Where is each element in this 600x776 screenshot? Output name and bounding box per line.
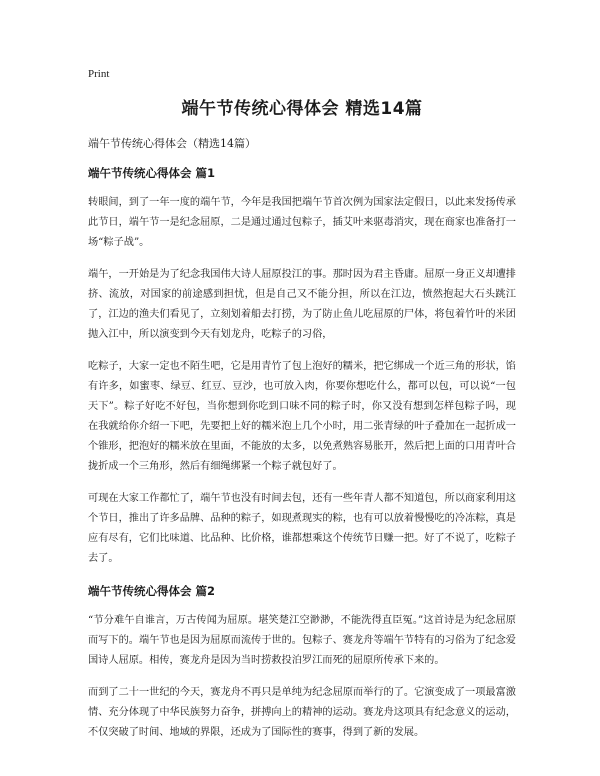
section-heading: 端午节传统心得体会 篇1 [88,166,216,180]
document-title: 端午节传统心得体会 精选14篇 [181,99,423,119]
paragraph: “节分难午自谁言，万古传闻为屈原。堪笑楚江空渺渺，不能洗得直臣冤。”这首诗是为纪念屈原而写下的。端午节也是因为屈原而流传于世的。包粽子、赛龙舟等端午节特有的习俗为了纪念爱国诗人屈原。相传，赛龙舟是因为当时捞救投泊罗江而死的屈原所传承下来的。 [88,615,516,666]
paragraph: 转眼间，到了一年一度的端午节，今年是我国把端午节首次例为国家法定假日，以此来发扬传承此节日，端午节一是纪念屈原，二是通过通过包粽子，插艾叶来驱毒消灾，现在商家也准备打一场“粽子战”。 [88,197,516,248]
paragraph: 端午，一开始是为了纪念我国伟大诗人屈原投江的事。那时因为君主昏庸。屈原一身正义却遭排挤、流放，对国家的前途感到担忧，但是自己又不能分担，所以在江边，愤然抱起大石头跳江了，江边的渔夫们看见了，立刻划着船去打捞，为了防止鱼儿吃屈原的尸体，将包着竹叶的米团抛入江中，所以演变到今天有划龙舟，吃粽子的习俗， [88,269,516,340]
section-2 [88,583,516,743]
document-page [88,68,516,755]
paragraph: 吃粽子，大家一定也不陌生吧，它是用青竹了包上泡好的糯米，把它绑成一个近三角的形状，馅有许多，如蜜枣、绿豆、红豆、豆沙，也可放入肉，你要你想吃什么，都可以包，可以说“一包天下”。粽子好吃不好包，当你想到你吃到口味不同的粽子时，你又没有想到怎样包粽子吗，现在我就给你介绍一下吧，先要把上好的糯米泡上几个小时，用二张青绿的叶子叠加在一起折成一个锥形，把泡好的糯米放在里面，不能放的太多，以免煮熟容易胀开，然后把上面的口用青叶合拢折成一个三角形，然后有细绳绑紧一个粽子就包好了。 [88,361,516,472]
paragraph: 可现在大家工作都忙了，端午节也没有时间去包，还有一些年青人都不知道包，所以商家利用这个节日，推出了许多品牌、品种的粽子，如现煮现实的粽，也有可以放着慢慢吃的冷冻粽，真是应有尽有，它们比味道、比品种、比价格，谁都想乘这个传统节日赚一把。好了不说了，吃粽子去了。 [88,493,516,564]
paragraph: 而到了二十一世纪的今天，赛龙舟不再只是单纯为纪念屈原而举行的了。它演变成了一项最富激情、充分体现了中华民族努力奋争，拼搏向上的精神的运动。赛龙舟这项具有纪念意义的运动，不仅突破了时间、地域的界限，还成为了国际性的赛事，得到了新的发展。 [88,687,516,738]
section-1 [88,165,516,569]
section-heading: 端午节传统心得体会 篇2 [88,584,216,598]
document-subtitle: 端午节传统心得体会（精选14篇） [88,137,256,150]
print-label: Print [88,68,110,80]
